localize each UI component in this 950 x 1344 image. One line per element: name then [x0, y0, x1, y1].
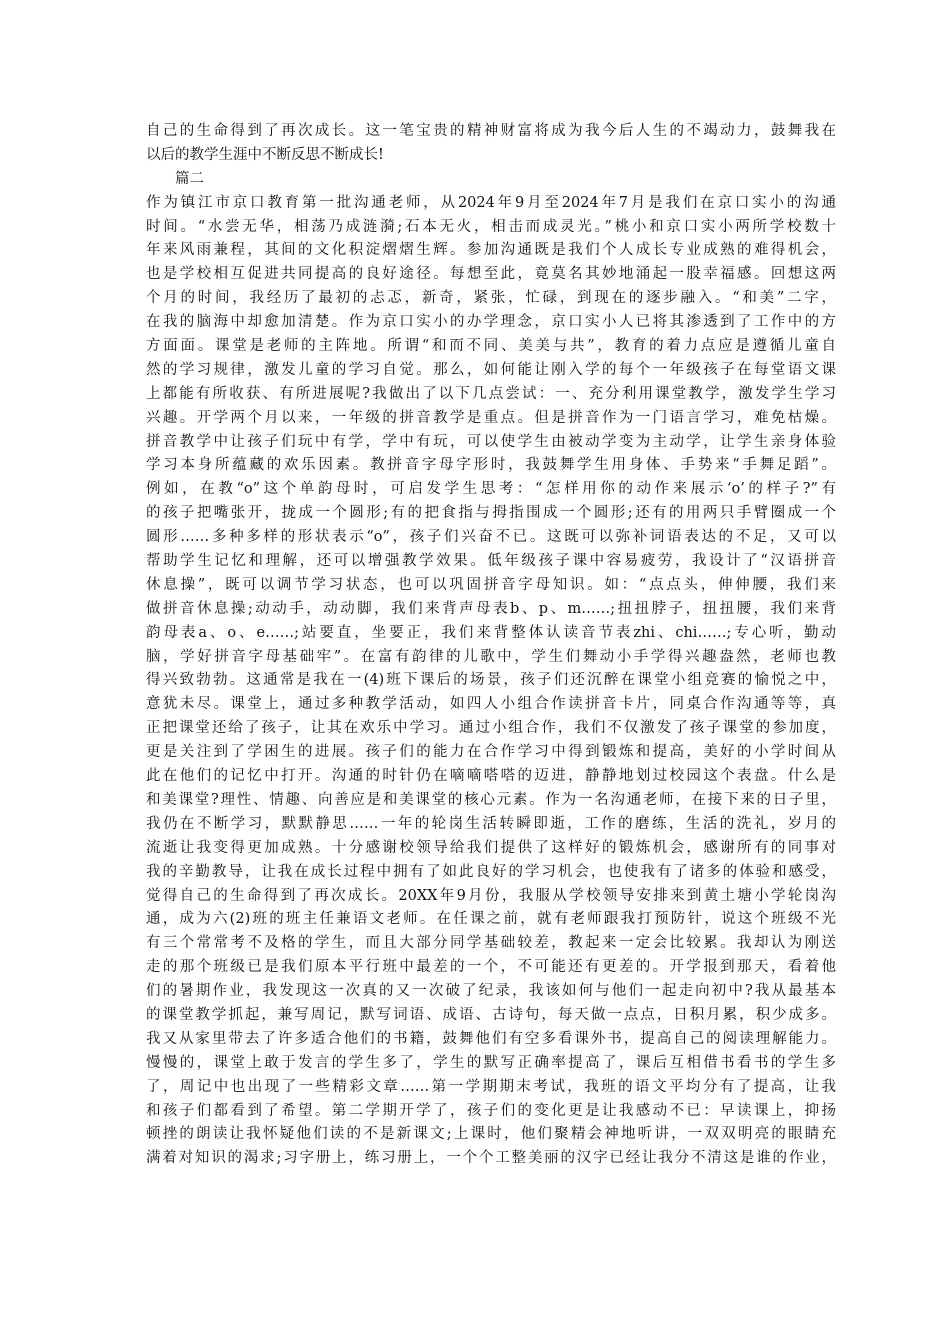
intro-line-1: 自己的生命得到了再次成长。这一笔宝贵的精神财富将成为我今后人生的不竭动力，鼓舞我在	[146, 123, 836, 139]
body-line: 的孩子把嘴张开，拢成一个圆形;有的把食指与拇指围成一个圆形;还有的用两只手臂圈成一个	[146, 505, 836, 522]
body-line: 休息操”，既可以调节学习状态，也可以巩固拼音字母知识。如：“点点头，伸伸腰，我们来	[146, 576, 836, 593]
body-line: 正把课堂还给了孩子，让其在欢乐中学习。通过小组合作，我们不仅激发了孩子课堂的参加度，	[146, 720, 836, 737]
body-line: 做拼音休息操;动动手，动动脚，我们来背声母表b、p、m……;扭扭脖子，扭扭腰，我们来背	[146, 600, 836, 617]
body-line: 时间。“水尝无华，相荡乃成涟漪;石本无火，相击而成灵光。”桃小和京口实小两所学校数十	[146, 218, 836, 235]
body-line: 年来风雨兼程，其间的文化积淀熠熠生辉。参加沟通既是我们个人成长专业成熟的难得机会，	[146, 242, 836, 259]
body-line: 此在他们的记忆中打开。沟通的时针仍在嘀嘀嗒嗒的迈进，静静地划过校园这个表盘。什么是	[146, 768, 836, 785]
body-line: 我的辛勤教导，让我在成长过程中拥有了如此良好的学习机会，也使我有了诸多的体验和感受，	[146, 863, 836, 880]
body-line: 圆形……多种多样的形状表示“o”，孩子们兴奋不已。这既可以弥补词语表达的不足，又可以	[146, 529, 836, 546]
body-line: 和孩子们都看到了希望。第二学期开学了，孩子们的变化更是让我感动不已：早读课上，抑扬	[146, 1102, 836, 1119]
body-line: 上都能有所收获、有所进展呢?我做出了以下几点尝试：一、充分利用课堂教学，激发学生学习	[146, 385, 836, 402]
body-line: 然的学习规律，激发儿童的学习自觉。那么，如何能让刚入学的每个一年级孩子在每堂语文课	[146, 361, 836, 378]
body-line: 脑，学好拼音字母基础牢”。在富有韵律的儿歌中，学生们舞动小手学得兴趣盎然，老师也教	[146, 648, 836, 665]
body-line: 和美课堂?理性、情趣、向善应是和美课堂的核心元素。作为一名沟通老师，在接下来的日子里，	[146, 791, 836, 808]
document-body	[146, 120, 836, 1171]
body-line: 满着对知识的渴求;习字册上，练习册上，一个个工整美丽的汉字已经让我分不清这是谁的作业，	[146, 1150, 836, 1167]
body-line: 流逝让我变得更加成熟。十分感谢校领导给我们提供了这样好的锻炼机会，感谢所有的同事对	[146, 839, 836, 856]
body-line: 在我的脑海中却愈加清楚。作为京口实小的办学理念，京口实小人已将其渗透到了工作中的方	[146, 314, 836, 331]
body-line: 韵母表a、o、e……;站要直，坐要正，我们来背整体认读音节表zhi、chi……;专心听，勤动	[146, 624, 836, 641]
section-body	[146, 192, 836, 1172]
body-line: 通，成为六(2)班的班主任兼语文老师。在任课之前，就有老师跟我打预防针，说这个班级不光	[146, 911, 836, 928]
body-line: 的课堂教学抓起，兼写周记，默写词语、成语、古诗句，每天做一点点，日积月累，积少成多。	[146, 1006, 836, 1023]
body-line: 了，周记中也出现了一些精彩文章……第一学期期末考试，我班的语文平均分有了提高，让我	[146, 1078, 836, 1095]
body-line: 觉得自己的生命得到了再次成长。20XX年9月份，我服从学校领导安排来到黄土塘小学轮岗沟	[146, 887, 836, 904]
body-line: 得兴致勃勃。这通常是我在一(4)班下课后的场景，孩子们还沉醉在课堂小组竞赛的愉悦之中，	[146, 672, 836, 689]
body-line: 方面面。课堂是老师的主阵地。所谓“和而不同、美美与共”，教育的着力点应是遵循儿童自	[146, 338, 836, 355]
body-line: 顿挫的朗读让我怀疑他们读的不是新课文;上课时，他们聚精会神地听讲，一双双明亮的眼睛充	[146, 1126, 836, 1143]
body-line: 我又从家里带去了许多适合他们的书籍，鼓舞他们有空多看课外书，提高自己的阅读理解能力。	[146, 1030, 836, 1047]
body-line: 更是关注到了学困生的进展。孩子们的能力在合作学习中得到锻炼和提高，美好的小学时间从	[146, 744, 836, 761]
body-line: 慢慢的，课堂上敢于发言的学生多了，学生的默写正确率提高了，课后互相借书看书的学生多	[146, 1054, 836, 1071]
body-line: 走的那个班级已是我们原本平行班中最差的一个，不可能还有更差的。开学报到那天，看着他	[146, 959, 836, 976]
body-line: 兴趣。开学两个月以来，一年级的拼音教学是重点。但是拼音作为一门语言学习，难免枯燥。	[146, 409, 836, 426]
body-line: 拼音教学中让孩子们玩中有学，学中有玩，可以使学生由被动学变为主动学，让学生亲身体验	[146, 433, 836, 450]
body-line: 也是学校相互促进共同提高的良好途径。每想至此，竟莫名其妙地涌起一股幸福感。回想这两	[146, 266, 836, 283]
body-line: 帮助学生记忆和理解，还可以增强教学效果。低年级孩子课中容易疲劳，我设计了“汉语拼音	[146, 553, 836, 570]
body-line: 个月的时间，我经历了最初的忐忑，新奇，紧张，忙碌，到现在的逐步融入。“和美”二字，	[146, 290, 836, 307]
body-line: 我仍在不断学习，默默静思……一年的轮岗生活转瞬即逝，工作的磨练，生活的洗礼，岁月的	[146, 815, 836, 832]
intro-line-2: 以后的教学生涯中不断反思不断成长!	[146, 146, 384, 163]
body-line: 意犹未尽。课堂上，通过多种教学活动，如四人小组合作读拼音卡片，同桌合作沟通等等，真	[146, 696, 836, 713]
body-line: 们的暑期作业，我发现这一次真的又一次破了纪录，我该如何与他们一起走向初中?我从最基本	[146, 983, 836, 1000]
body-line: 例如，在教“o”这个单韵母时，可启发学生思考：“怎样用你的动作来展示‘o’的样子?”有	[146, 481, 836, 498]
section-heading: 篇二	[175, 170, 204, 187]
body-line: 学习本身所蕴藏的欢乐因素。教拼音字母字形时，我鼓舞学生用身体、手势来“手舞足蹈”。	[146, 457, 836, 474]
body-line: 作为镇江市京口教育第一批沟通老师，从2024年9月至2024年7月是我们在京口实小的沟通	[146, 194, 836, 211]
body-line: 有三个常常考不及格的学生，而且大部分同学基础较差，教起来一定会比较累。我却认为刚送	[146, 935, 836, 952]
